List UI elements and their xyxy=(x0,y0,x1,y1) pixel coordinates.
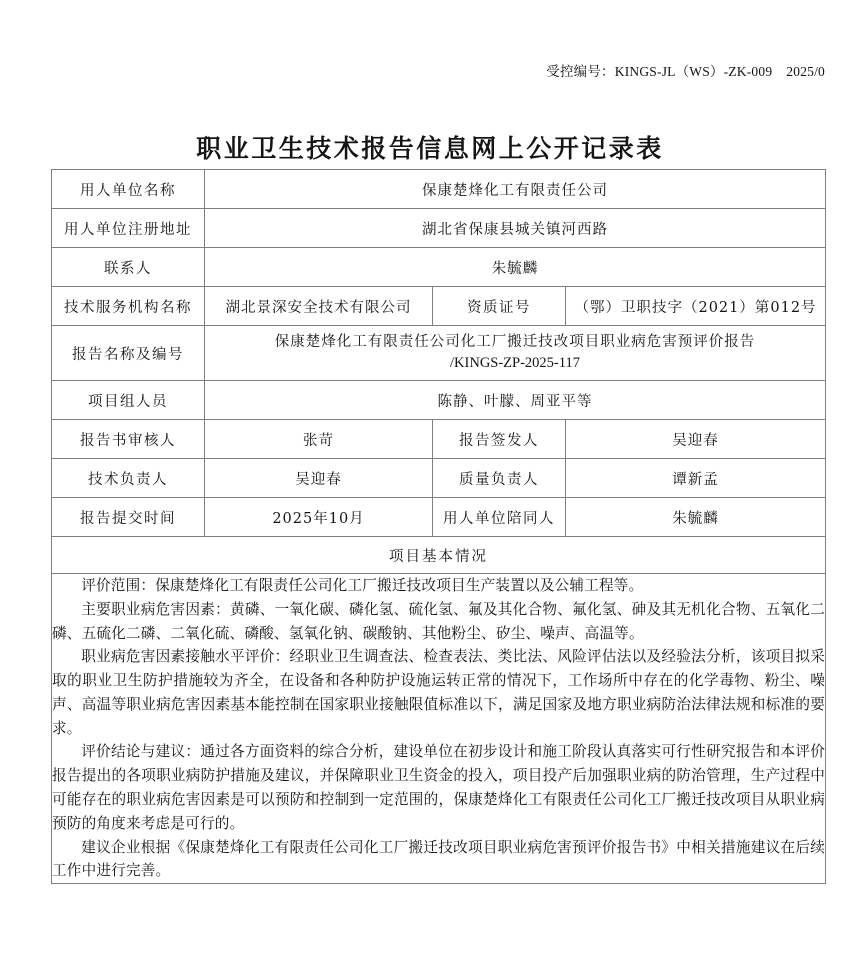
report-info-table xyxy=(51,169,826,884)
agency-label: 技术服务机构名称 xyxy=(52,287,205,326)
team-label: 项目组人员 xyxy=(52,381,205,420)
section-heading: 项目基本情况 xyxy=(52,537,826,574)
issuer-label: 报告签发人 xyxy=(433,420,566,459)
controlled-number-header xyxy=(546,60,825,80)
table-row-submit-time xyxy=(52,498,826,537)
issuer-value: 吴迎春 xyxy=(566,420,826,459)
table-row-employer-name xyxy=(52,170,826,209)
cert-value: （鄂）卫职技字（2021）第012号 xyxy=(566,287,826,326)
team-value: 陈静、叶朦、周亚平等 xyxy=(205,381,826,420)
contact-label: 联系人 xyxy=(52,248,205,287)
controlled-number-label: 受控编号： xyxy=(546,64,615,80)
paragraph-recommendation: 建议企业根据《保康楚烽化工有限责任公司化工厂搬迁技改项目职业病危害预评价报告书》中相关措施建议在后续工作中进行完善。 xyxy=(52,838,826,880)
page-title: 职业卫生技术报告信息网上公开记录表 xyxy=(196,134,664,163)
tech-lead-value: 吴迎春 xyxy=(205,459,433,498)
submit-time-value: 2025年10月 xyxy=(205,498,433,537)
table-row-report-name xyxy=(52,326,826,381)
paragraph-scope: 评价范围：保康楚烽化工有限责任公司化工厂搬迁技改项目生产装置以及公辅工程等。 xyxy=(81,577,644,594)
table-row-employer-address xyxy=(52,209,826,248)
contact-value: 朱毓麟 xyxy=(205,248,826,287)
report-name-label: 报告名称及编号 xyxy=(52,326,205,381)
escort-value: 朱毓麟 xyxy=(566,498,826,537)
employer-address-value: 湖北省保康县城关镇河西路 xyxy=(205,209,826,248)
report-name-value xyxy=(205,326,826,381)
cert-label: 资质证号 xyxy=(433,287,566,326)
employer-address-label: 用人单位注册地址 xyxy=(52,209,205,248)
table-row-section-heading xyxy=(52,537,826,574)
table-row-body xyxy=(52,574,826,884)
controlled-number-code: KINGS-JL（WS）-ZK-009 xyxy=(614,64,773,79)
table-row-tech-lead xyxy=(52,459,826,498)
quality-lead-label: 质量负责人 xyxy=(433,459,566,498)
project-summary-cell xyxy=(52,574,826,884)
report-name-line2: /KINGS-ZP-2025-117 xyxy=(450,355,580,371)
table-row-contact xyxy=(52,248,826,287)
quality-lead-value: 谭新孟 xyxy=(566,459,826,498)
paragraph-exposure-evaluation: 职业病危害因素接触水平评价：经职业卫生调查法、检查表法、类比法、风险评估法以及经验法分析，该项目拟采取的职业卫生防护措施较为齐全，在设备和各种防护设施运转正常的情况下，工作场所中存在的化学毒物、粉尘、噪声、高温等职业病危害因素基本能控制在国家职业接触限值标准以下，满足国家及地方职业病防治法律法规和标准的要求。 xyxy=(52,648,826,737)
employer-name-label: 用人单位名称 xyxy=(52,170,205,209)
table-row-agency xyxy=(52,287,826,326)
reviewer-label: 报告书审核人 xyxy=(52,420,205,459)
agency-value: 湖北景深安全技术有限公司 xyxy=(205,287,433,326)
table-row-reviewer xyxy=(52,420,826,459)
reviewer-value: 张苛 xyxy=(205,420,433,459)
paragraph-hazard-factors: 主要职业病危害因素：黄磷、一氧化碳、磷化氢、硫化氢、氟及其化合物、氟化氢、砷及其无机化合物、五氧化二磷、五硫化二磷、二氧化硫、磷酸、氢氧化钠、碳酸钠、其他粉尘、矽尘、噪声、高温等。 xyxy=(52,600,826,642)
table-row-team xyxy=(52,381,826,420)
submit-time-label: 报告提交时间 xyxy=(52,498,205,537)
controlled-number-version: 2025/0 xyxy=(786,64,825,79)
escort-label: 用人单位陪同人 xyxy=(433,498,566,537)
paragraph-conclusion: 评价结论与建议：通过各方面资料的综合分析，建设单位在初步设计和施工阶段认真落实可行性研究报告和本评价报告提出的各项职业病防护措施及建议，并保障职业卫生资金的投入，项目投产后加强职业病的防治管理，生产过程中可能存在的职业病危害因素是可以预防和控制到一定范围的，保康楚烽化工有限责任公司化工厂搬迁技改项目从职业病预防的角度来考虑是可行的。 xyxy=(52,743,826,832)
employer-name-value: 保康楚烽化工有限责任公司 xyxy=(205,170,826,209)
report-name-line1: 保康楚烽化工有限责任公司化工厂搬迁技改项目职业病危害预评价报告 xyxy=(274,333,756,350)
tech-lead-label: 技术负责人 xyxy=(52,459,205,498)
